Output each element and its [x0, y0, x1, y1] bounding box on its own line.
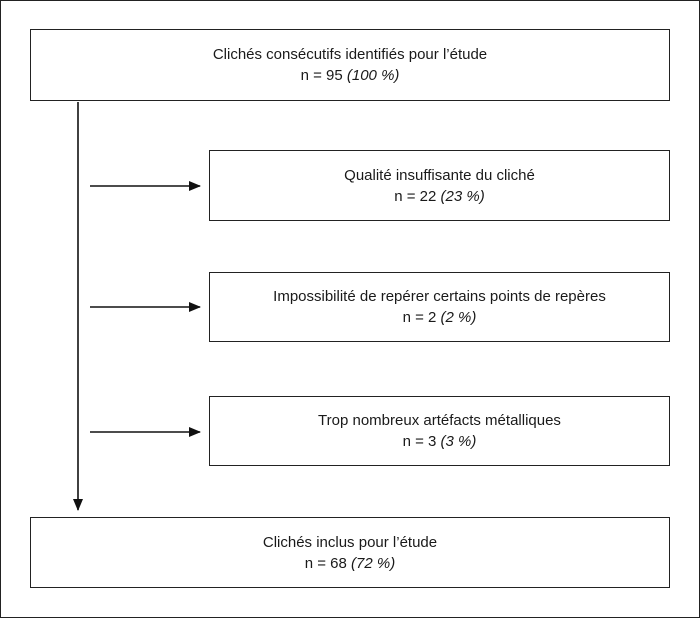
exclusion-count-line [403, 431, 477, 452]
start-percent: (100 %) [346, 67, 400, 84]
end-box [30, 517, 670, 588]
exclusion-title: Qualité insuffisante du cliché [344, 166, 535, 184]
start-count: n = 95 [300, 67, 343, 84]
exclusion-box-3 [209, 396, 670, 466]
exclusion-count-line [403, 307, 477, 328]
end-title: Clichés inclus pour l’étude [262, 533, 438, 551]
exclusion-count: n = 3 [402, 433, 437, 450]
end-count-line [305, 553, 395, 574]
exclusion-title: Trop nombreux artéfacts métalliques [318, 412, 561, 429]
exclusion-count: n = 22 [394, 187, 437, 205]
exclusion-count: n = 2 [402, 309, 437, 326]
exclusion-box-1 [209, 150, 670, 221]
exclusion-percent: (3 %) [440, 433, 477, 450]
start-title: Clichés consécutifs identifiés pour l’étude [212, 46, 488, 63]
exclusion-title: Impossibilité de repérer certains points de repères [273, 288, 606, 305]
exclusion-box-2 [209, 272, 670, 342]
exclusion-percent: (23 %) [440, 187, 485, 205]
start-count-line [301, 65, 400, 86]
end-percent: (72 %) [351, 554, 396, 572]
end-count: n = 68 [304, 554, 347, 572]
start-box [30, 29, 670, 101]
exclusion-percent: (2 %) [440, 309, 477, 326]
exclusion-count-line [394, 186, 484, 207]
